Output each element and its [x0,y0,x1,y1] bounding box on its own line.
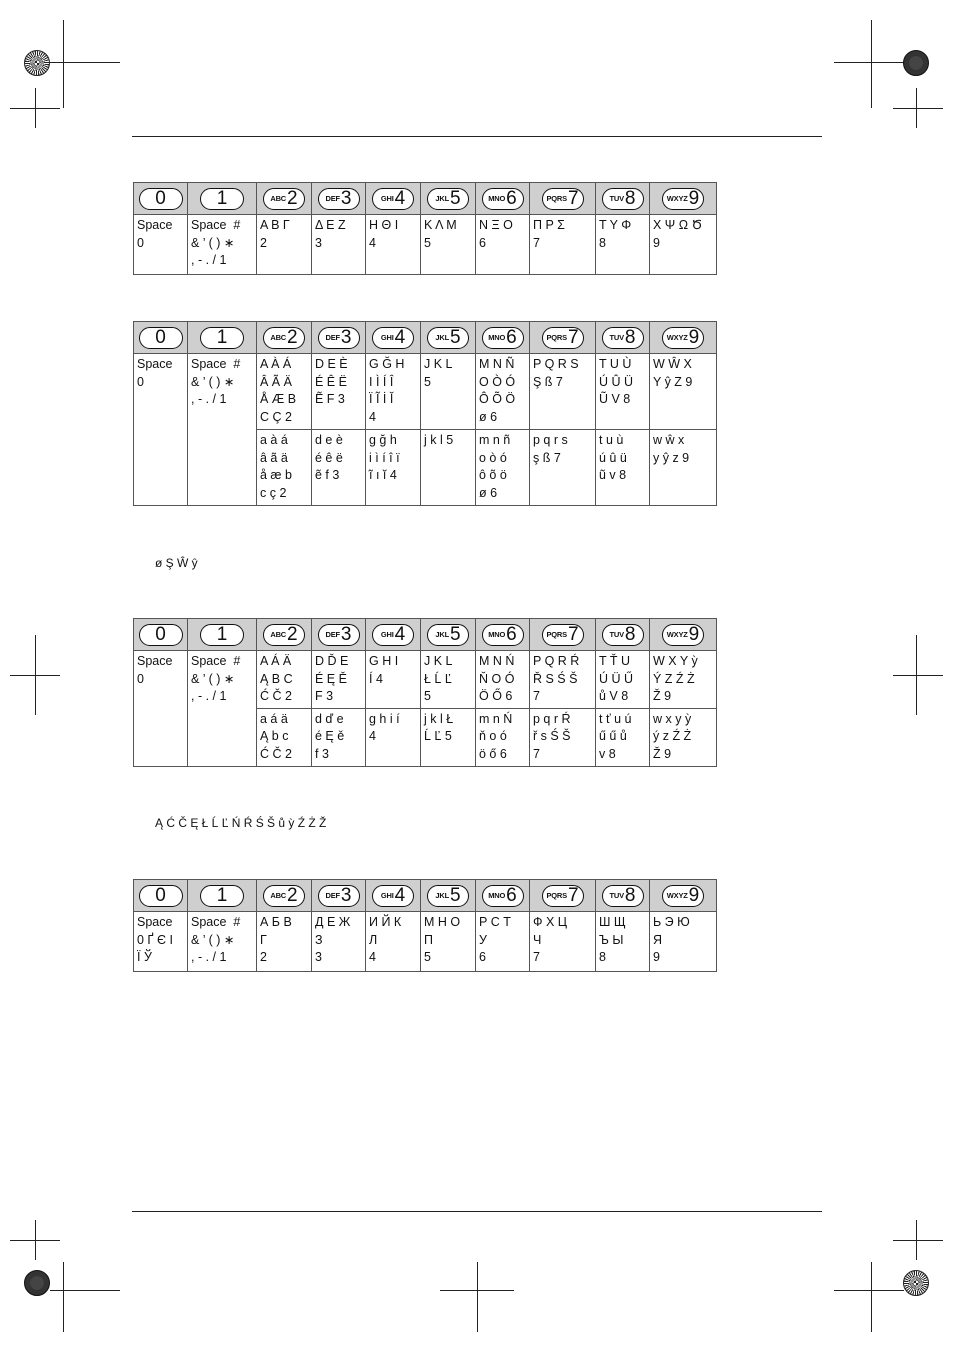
key-3-icon [318,327,360,349]
char-cell: m n ñ o ò ó ô õ ö ø 6 [476,430,530,506]
char-cell: J K L Ł Ĺ Ľ 5 [421,651,476,709]
char-cell: G Ğ H I Ì Í Î Ï Ĩ İ Ĭ 4 [366,354,421,430]
char-cell: И Й К Л 4 [366,912,421,972]
char-cell: j k l Ł Ĺ Ľ 5 [421,708,476,766]
key-8-icon [602,188,644,210]
key-cell [650,880,717,912]
key-row [134,322,717,354]
key-letters: TUV [609,332,624,342]
key-row [134,880,717,912]
key-7-icon [542,624,584,646]
char-cell: D Ď E É Ę Ě F 3 [312,651,366,709]
char-cell: J K L 5 [421,354,476,430]
key-4-icon [372,885,414,907]
key-digit: 3 [340,884,352,906]
key-0-icon [139,624,183,646]
char-row [134,912,717,972]
key-letters: DEF [325,193,340,203]
key-letters: ABC [270,332,287,342]
char-cell: Д Е Ж З 3 [312,912,366,972]
key-digit: 9 [688,326,700,348]
key-digit: 8 [624,187,636,209]
character-table-4 [133,879,717,972]
key-letters: WXYZ [666,890,688,900]
key-cell [421,880,476,912]
char-cell: a à á â ã ä å æ b c ç 2 [257,430,312,506]
key-cell [650,619,717,651]
char-cell: p q r Ŕ ř s Ś Š 7 [530,708,596,766]
key-digit: 1 [216,187,228,209]
key-cell [530,183,596,215]
key-cell [257,880,312,912]
char-cell: Space # & ’ ( ) ∗ , - . / 1 [188,354,257,506]
char-cell: Ф Х Ц Ч 7 [530,912,596,972]
key-letters: WXYZ [666,629,688,639]
key-letters: ABC [270,890,287,900]
key-letters: GHI [380,890,394,900]
char-cell: Η Θ Ι 4 [366,215,421,275]
key-letters: WXYZ [666,193,688,203]
key-7-icon [542,188,584,210]
key-cell [257,322,312,354]
key-letters: JKL [435,890,449,900]
key-4-icon [372,327,414,349]
char-cell: d ď e é Ę ě f 3 [312,708,366,766]
key-cell [134,880,188,912]
key-letters: GHI [380,193,394,203]
key-cell [188,322,257,354]
key-digit: 3 [340,187,352,209]
key-digit: 2 [287,884,298,906]
key-digit: 8 [624,326,636,348]
key-1-icon [200,624,244,646]
key-letters: PQRS [546,629,567,639]
char-cell: M N Ń Ň O Ó Ö Ő 6 [476,651,530,709]
key-letters: JKL [435,193,449,203]
key-4-icon [372,188,414,210]
key-letters: TUV [609,193,624,203]
key-cell [188,183,257,215]
key-6-icon [482,624,524,646]
key-digit: 7 [567,187,579,209]
registration-rosette-icon [24,50,50,76]
key-cell [366,619,421,651]
char-cell: m n Ń ň o ó ö ő 6 [476,708,530,766]
key-letters: DEF [325,629,340,639]
key-digit: 7 [567,884,579,906]
key-digit: 2 [287,326,298,348]
key-letters: MNO [488,332,506,342]
char-cell: Ν Ξ Ο 6 [476,215,530,275]
key-cell [312,322,366,354]
key-9-icon [662,188,704,210]
key-digit: 0 [155,623,166,645]
key-letters: ABC [270,629,287,639]
key-cell [596,322,650,354]
key-cell [366,880,421,912]
char-cell: d e è é ê ë ẽ f 3 [312,430,366,506]
key-digit: 8 [624,884,636,906]
char-cell: t ť u ú ű ű ů v 8 [596,708,650,766]
char-cell: Κ Λ Μ 5 [421,215,476,275]
char-cell: Δ Ε Ζ 3 [312,215,366,275]
key-0-icon [139,188,183,210]
key-digit: 8 [624,623,636,645]
key-cell [188,619,257,651]
registration-rosette-icon [24,1270,50,1296]
key-5-icon [427,885,469,907]
key-digit: 2 [287,623,298,645]
key-8-icon [602,885,644,907]
key-8-icon [602,327,644,349]
key-letters: GHI [380,629,394,639]
char-cell: a á ä Ą b c Ć Č 2 [257,708,312,766]
key-cell [257,183,312,215]
char-cell: G H I Í 4 [366,651,421,709]
key-letters: TUV [609,890,624,900]
key-letters: MNO [488,193,506,203]
key-3-icon [318,624,360,646]
key-9-icon [662,327,704,349]
key-digit: 6 [506,187,517,209]
key-row [134,183,717,215]
key-digit: 7 [567,326,579,348]
char-row-upper [134,651,717,709]
key-6-icon [482,327,524,349]
char-cell: p q r s ş ß 7 [530,430,596,506]
key-cell [530,322,596,354]
key-6-icon [482,885,524,907]
key-letters: ABC [270,193,287,203]
key-digit: 3 [340,326,352,348]
key-digit: 6 [506,623,517,645]
char-cell: Space 0 [134,215,188,275]
key-1-icon [200,885,244,907]
key-1-icon [200,188,244,210]
key-letters: JKL [435,629,449,639]
registration-rosette-icon [903,50,929,76]
key-digit: 4 [394,187,406,209]
char-cell: Space # & ’ ( ) ∗ , - . / 1 [188,651,257,767]
key-cell [134,322,188,354]
footer-rule [132,1211,822,1212]
char-cell: М Н О П 5 [421,912,476,972]
key-digit: 6 [506,326,517,348]
key-cell [596,619,650,651]
key-0-icon [139,327,183,349]
key-digit: 4 [394,326,406,348]
key-cell [530,619,596,651]
char-cell: T U Ù Ú Û Ü Ũ V 8 [596,354,650,430]
key-cell [650,322,717,354]
char-cell: w ŵ x y ŷ z 9 [650,430,717,506]
char-cell: Τ Υ Φ 8 [596,215,650,275]
char-cell: M N Ñ O Ò Ó Ô Õ Ö ø 6 [476,354,530,430]
char-cell: Space 0 Ґ Є І Ї Ў [134,912,188,972]
key-digit: 5 [450,187,461,209]
key-digit: 5 [450,884,461,906]
char-cell: A À Á Â Ã Ä Å Æ B C Ç 2 [257,354,312,430]
key-digit: 9 [688,623,700,645]
key-cell [476,322,530,354]
key-2-icon [263,188,305,210]
character-table-2 [133,321,717,506]
key-digit: 7 [567,623,579,645]
char-cell: Space # & ’ ( ) ∗ , - . / 1 [188,215,257,275]
key-cell [476,619,530,651]
key-digit: 0 [155,187,166,209]
key-letters: TUV [609,629,624,639]
key-letters: JKL [435,332,449,342]
key-2-icon [263,885,305,907]
key-5-icon [427,624,469,646]
key-digit: 0 [155,884,166,906]
header-rule [132,136,822,137]
char-cell: T Ť U Ú Ü Ű ů V 8 [596,651,650,709]
char-cell: W X Y ỳ Ý Z Ź Ż Ž 9 [650,651,717,709]
char-cell: W Ŵ X Y ŷ Z 9 [650,354,717,430]
key-digit: 5 [450,326,461,348]
key-digit: 1 [216,623,228,645]
char-row-upper [134,354,717,430]
key-cell [421,619,476,651]
key-cell [188,880,257,912]
key-1-icon [200,327,244,349]
key-cell [366,322,421,354]
key-4-icon [372,624,414,646]
char-cell: Χ Ψ Ω Ծ 9 [650,215,717,275]
key-digit: 6 [506,884,517,906]
char-cell: Space 0 [134,354,188,506]
char-cell: P Q R S Ş ß 7 [530,354,596,430]
key-cell [476,880,530,912]
char-cell: Ш Щ Ъ Ы 8 [596,912,650,972]
char-cell: А Б В Г 2 [257,912,312,972]
key-digit: 2 [287,187,298,209]
key-cell [650,183,717,215]
key-7-icon [542,885,584,907]
char-cell: g ğ h i ì í î ï ĩ ı ĭ 4 [366,430,421,506]
character-table-3 [133,618,717,767]
key-2-icon [263,327,305,349]
key-digit: 0 [155,326,166,348]
key-cell [312,880,366,912]
key-3-icon [318,885,360,907]
key-letters: PQRS [546,193,567,203]
key-cell [257,619,312,651]
key-6-icon [482,188,524,210]
key-digit: 5 [450,623,461,645]
char-cell: Ь Э Ю Я 9 [650,912,717,972]
key-letters: DEF [325,332,340,342]
key-cell [134,619,188,651]
key-cell [530,880,596,912]
char-cell: t u ù ú û ü ũ v 8 [596,430,650,506]
char-cell: Α Β Γ 2 [257,215,312,275]
key-8-icon [602,624,644,646]
key-digit: 1 [216,884,228,906]
key-cell [421,322,476,354]
key-letters: PQRS [546,890,567,900]
key-9-icon [662,885,704,907]
key-digit: 1 [216,326,228,348]
char-cell: P Q R Ŕ Ř S Ś Š 7 [530,651,596,709]
char-cell: D E È É Ê Ë Ẽ F 3 [312,354,366,430]
char-row [134,215,717,275]
key-cell [366,183,421,215]
key-letters: GHI [380,332,394,342]
char-cell: A Á Ä Ą B C Ć Č 2 [257,651,312,709]
key-cell [134,183,188,215]
char-cell: w x y ỳ ý z Ź Ż Ž 9 [650,708,717,766]
char-cell: Space # & ’ ( ) ∗ , - . / 1 [188,912,257,972]
key-letters: DEF [325,890,340,900]
key-cell [596,183,650,215]
key-cell [312,619,366,651]
char-cell: j k l 5 [421,430,476,506]
key-digit: 9 [688,187,700,209]
key-cell [476,183,530,215]
char-cell: Π Ρ Σ 7 [530,215,596,275]
table-2-note: ø Ş Ŵ ŷ [155,556,198,570]
table-3-note: Ą Ć Č Ę Ł Ĺ Ľ Ń Ŕ Ś Š ů ỳ Ź Ż Ž [155,816,327,830]
key-digit: 3 [340,623,352,645]
character-table-1 [133,182,717,275]
key-row [134,619,717,651]
key-5-icon [427,327,469,349]
registration-rosette-icon [903,1270,929,1296]
key-5-icon [427,188,469,210]
key-letters: PQRS [546,332,567,342]
key-cell [421,183,476,215]
key-cell [596,880,650,912]
key-7-icon [542,327,584,349]
key-3-icon [318,188,360,210]
char-cell: Space 0 [134,651,188,767]
key-letters: MNO [488,629,506,639]
key-letters: MNO [488,890,506,900]
key-digit: 4 [394,623,406,645]
key-digit: 4 [394,884,406,906]
key-digit: 9 [688,884,700,906]
key-2-icon [263,624,305,646]
key-0-icon [139,885,183,907]
char-cell: g h i í 4 [366,708,421,766]
char-cell: Р С Т У 6 [476,912,530,972]
key-cell [312,183,366,215]
key-9-icon [662,624,704,646]
key-letters: WXYZ [666,332,688,342]
